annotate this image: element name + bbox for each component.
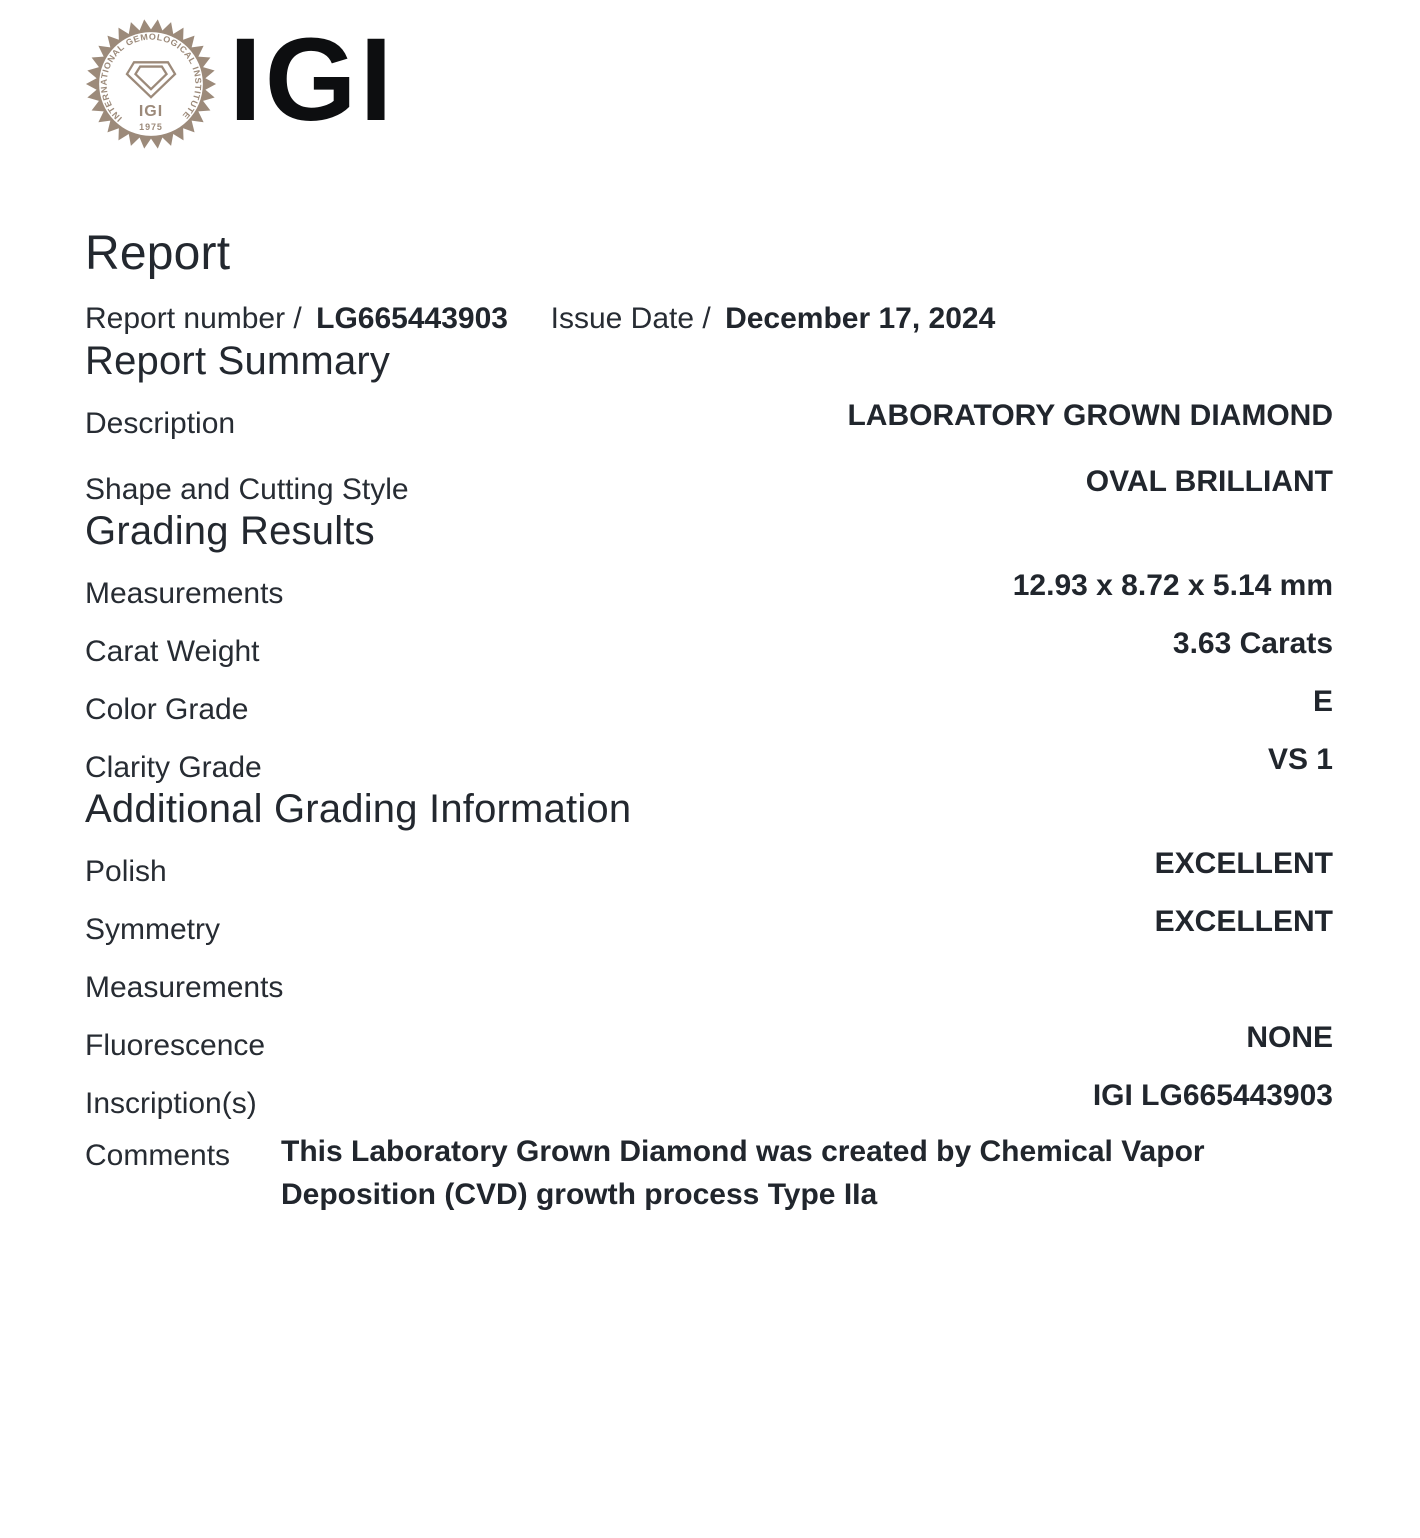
row-value: LABORATORY GROWN DIAMOND — [847, 398, 1333, 432]
row-value: OVAL BRILLIANT — [1085, 464, 1333, 498]
report-meta — [85, 301, 1333, 337]
table-row — [85, 904, 1333, 947]
comments-text: This Laboratory Grown Diamond was created by Chemical Vapor Deposition (CVD) growth process Type IIa — [281, 1134, 1205, 1211]
seal-monogram: IGI — [138, 102, 164, 121]
comments-label: Comments — [85, 1138, 231, 1172]
report-number: LG665443903 — [316, 301, 508, 335]
row-value: E — [1312, 684, 1333, 718]
additional-rows — [85, 846, 1333, 1121]
comments-row — [85, 1134, 1333, 1225]
seal-ring-text: INTERNATIONAL GEMOLOGICAL INSTITUTE — [98, 31, 204, 124]
row-label: Clarity Grade — [85, 750, 262, 784]
table-row — [85, 568, 1333, 611]
table-row — [85, 1078, 1333, 1121]
row-label: Measurements — [85, 970, 284, 1004]
summary-heading: Report Summary — [85, 338, 391, 383]
table-row — [85, 971, 1333, 1005]
row-label: Fluorescence — [85, 1028, 266, 1062]
table-row — [85, 1020, 1333, 1063]
brand-header — [85, 14, 1333, 150]
row-value: 12.93 x 8.72 x 5.14 mm — [1012, 568, 1333, 602]
additional-heading: Additional Grading Information — [85, 786, 632, 831]
row-value: 3.63 Carats — [1172, 626, 1333, 660]
row-value: NONE — [1246, 1020, 1333, 1054]
row-value: EXCELLENT — [1154, 846, 1333, 880]
igi-seal-logo — [85, 18, 217, 150]
row-value: IGI LG665443903 — [1092, 1078, 1333, 1112]
row-label: Polish — [85, 854, 167, 888]
table-row — [85, 846, 1333, 889]
grading-heading: Grading Results — [85, 508, 375, 553]
table-row — [85, 742, 1333, 785]
table-row — [85, 464, 1333, 507]
igi-wordmark: IGI — [229, 14, 396, 146]
summary-rows — [85, 398, 1333, 507]
row-label: Symmetry — [85, 912, 220, 946]
row-value: EXCELLENT — [1154, 904, 1333, 938]
issue-date: December 17, 2024 — [725, 301, 996, 335]
table-row — [85, 626, 1333, 669]
issue-date-label: Issue Date / — [550, 301, 711, 335]
table-row — [85, 398, 1333, 441]
report-number-label: Report number / — [85, 301, 302, 335]
row-label: Description — [85, 406, 236, 440]
table-row — [85, 684, 1333, 727]
row-label: Shape and Cutting Style — [85, 472, 409, 506]
page-title: Report — [85, 227, 231, 280]
row-label: Color Grade — [85, 692, 249, 726]
igi-seal-icon — [85, 18, 217, 150]
seal-year: 1975 — [139, 122, 163, 133]
row-label: Carat Weight — [85, 634, 260, 668]
row-label: Measurements — [85, 576, 284, 610]
row-label: Inscription(s) — [85, 1086, 257, 1120]
row-value: VS 1 — [1267, 742, 1333, 776]
grading-rows — [85, 568, 1333, 785]
